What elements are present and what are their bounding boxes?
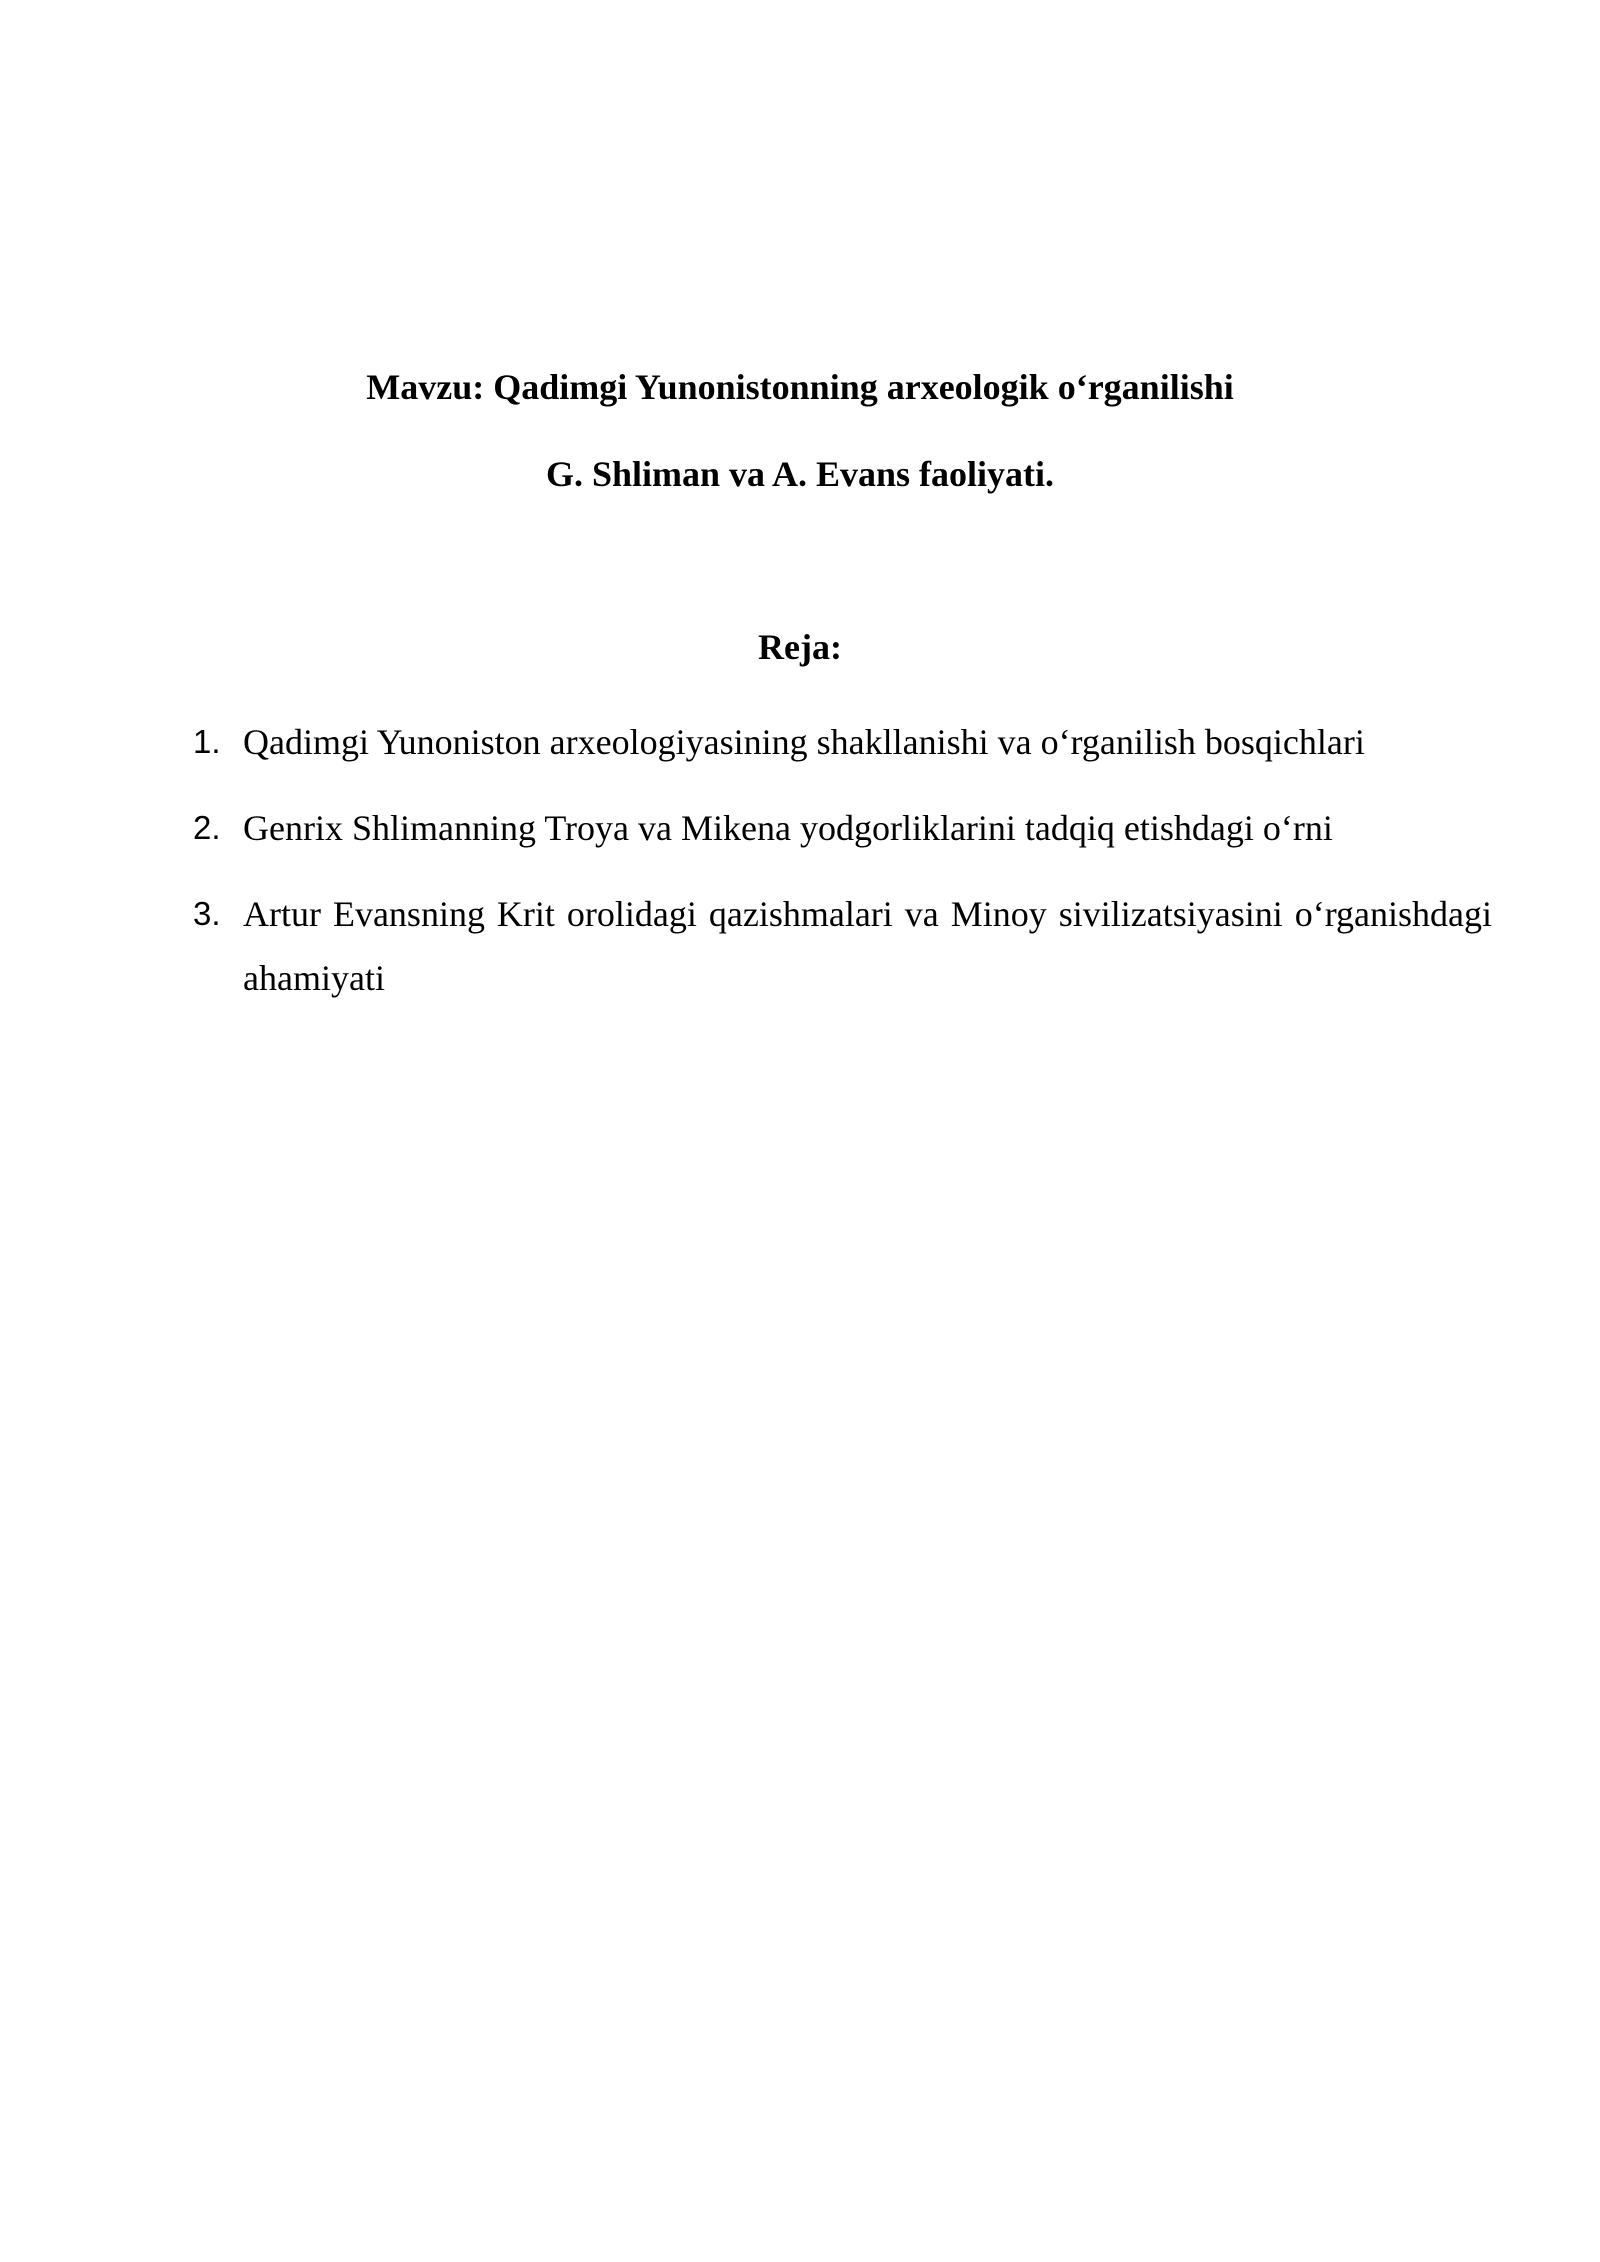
document-title: Mavzu: Qadimgi Yunonistonning arxeologik o‘rganilishi bbox=[366, 367, 1234, 407]
plan-item-text: Qadimgi Yunoniston arxeologiyasining shakllanishi va o‘rganilish bosqichlari bbox=[243, 722, 1365, 762]
plan-item-number: 3. bbox=[193, 895, 221, 932]
plan-item-2 bbox=[190, 796, 1492, 860]
plan-item-1 bbox=[190, 710, 1492, 774]
plan-item-number: 2. bbox=[193, 809, 221, 846]
plan-list bbox=[190, 710, 1492, 1032]
plan-item-3 bbox=[190, 882, 1492, 1010]
plan-item-text: Genrix Shlimanning Troya va Mikena yodgorliklarini tadqiq etishdagi o‘rni bbox=[243, 808, 1333, 848]
plan-heading: Reja: bbox=[758, 627, 842, 667]
plan-item-text: Artur Evansning Krit orolidagi qazishmalari va Minoy sivilizatsiyasini o‘rganishdagi ahamiyati bbox=[243, 894, 1492, 998]
document-subtitle: G. Shliman va A. Evans faoliyati. bbox=[545, 454, 1055, 494]
plan-item-number: 1. bbox=[193, 723, 221, 760]
